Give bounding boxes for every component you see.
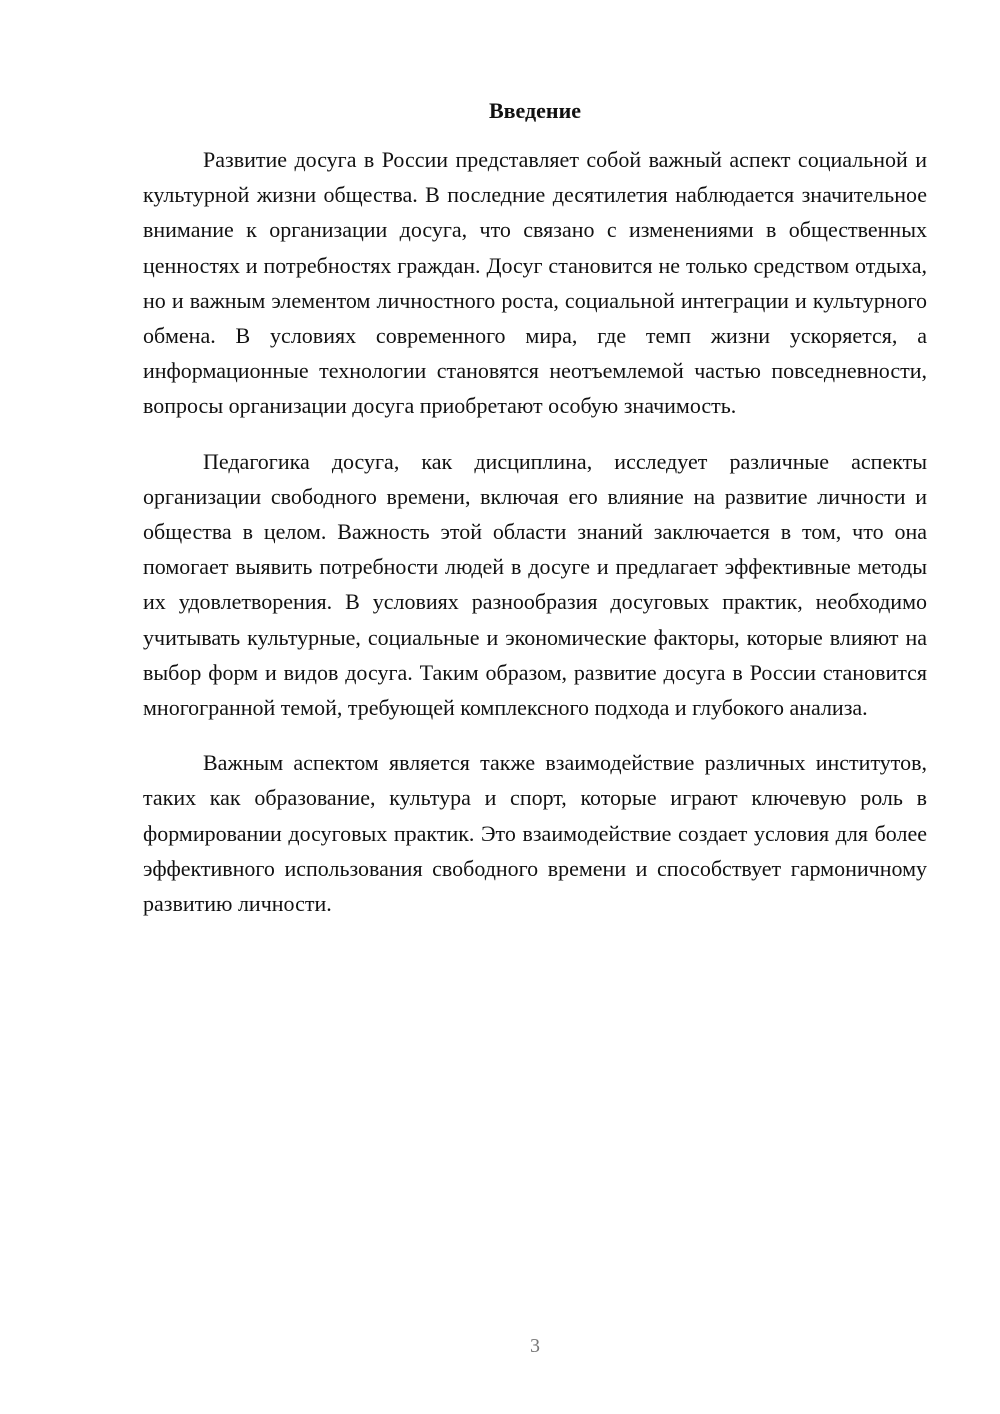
page-title: Введение — [488, 98, 582, 123]
paragraph-3: Важным аспектом является также взаимодействие различных институтов, таких как образование, культура и спорт, которые играют ключевую роль в формировании досуговых практик. Это взаимодействие создает условия для более эффективного использования свободного времени и способствует гармоничному развитию личности. — [143, 750, 927, 917]
paragraph-1: Развитие досуга в России представляет собой важный аспект социальной и культурной жизни общества. В последние десятилетия наблюдается значительное внимание к организации досуга, что связано с изменениями в общественных ценностях и потребностях граждан. Досуг становится не только средством отдыха, но и важным элементом личностного роста, социальной интеграции и культурного обмена. В условиях современного мира, где темп жизни ускоряется, а информационные технологии становятся неотъемлемой частью повседневности, вопросы организации досуга приобретают особую значимость. — [143, 147, 927, 419]
page-number: 3 — [530, 1335, 540, 1357]
paragraph-2: Педагогика досуга, как дисциплина, исследует различные аспекты организации свободного времени, включая его влияние на развитие личности и общества в целом. Важность этой области знаний заключается в том, что она помогает выявить потребности людей в досуге и предлагает эффективные методы их удовлетворения. В условиях разнообразия досуговых практик, необходимо учитывать культурные, социальные и экономические факторы, которые влияют на выбор форм и видов досуга. Таким образом, развитие досуга в России становится многогранной темой, требующей комплексного подхода и глубокого анализа. — [143, 448, 927, 721]
body-text — [143, 142, 927, 941]
